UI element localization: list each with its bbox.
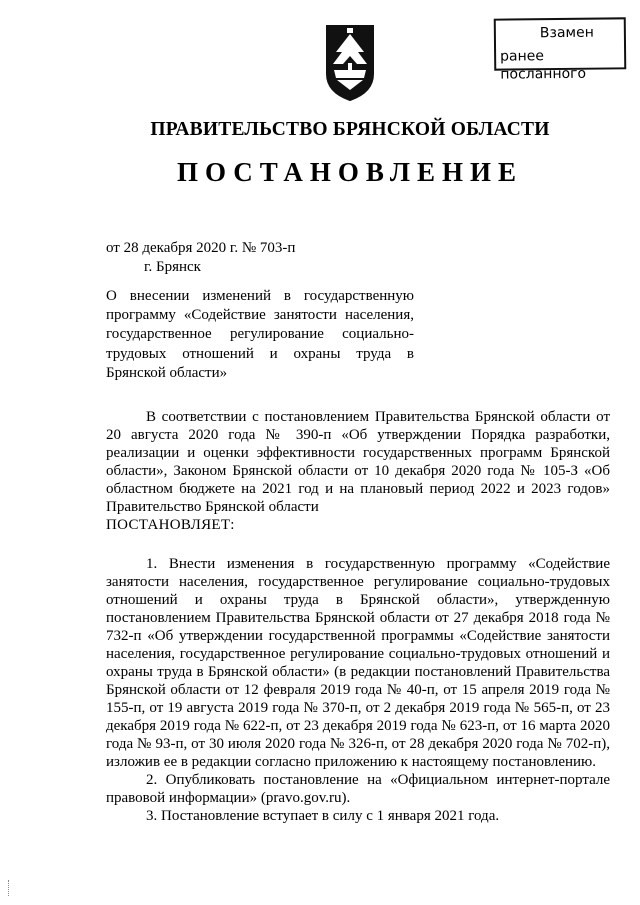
- government-title: ПРАВИТЕЛЬСТВО БРЯНСКОЙ ОБЛАСТИ: [150, 119, 550, 140]
- date-and-number: от 28 декабря 2020 г. № 703-п: [106, 240, 296, 256]
- item-3-paragraph: 3. Постановление вступает в силу с 1 января 2021 года.: [146, 808, 500, 824]
- document-type: ПОСТАНОВЛЕНИЕ: [176, 157, 524, 187]
- scan-edge-mark: [8, 880, 10, 896]
- bryansk-coat-of-arms-icon: [325, 22, 375, 102]
- item-2-paragraph: 2. Опубликовать постановление на «Официальном интернет-портале правовой информации» (pravo.gov.ru).: [106, 772, 610, 806]
- item-1-paragraph: 1. Внести изменения в государственную программу «Содействие занятости населения, государственное регулирование социально-трудовых отношений и охраны труда в Брянской области», утвержденную постановлением Правительства Брянской области от 27 декабря 2018 года № 732-п «Об утверждении государственной программы «Содействие занятости населения, государственное регулирование социально-трудовых отношений и охраны труда в Брянской области» (в редакции постановлений Правительства Брянской области от 12 февраля 2019 года № 40-п, от 15 апреля 2019 года № 155-п, от 19 августа 2019 года № 370-п, от 2 декабря 2019 года № 565-п, от 23 декабря 2019 года № 622-п, от 23 декабря 2019 года № 623-п, от 16 марта 2020 года № 93-п, от 30 июля 2020 года № 326-п, от 28 декабря 2020 года № 702-п), изложив ее в редакции согласно приложению к настоящему постановлению.: [106, 556, 610, 770]
- document-body: [106, 408, 610, 825]
- document-subject: О внесении изменений в государственную программу «Содействие занятости населения, государственное регулирование социально-трудовых отношений и охраны труда в Брянской области»: [106, 288, 414, 381]
- preamble-paragraph: В соответствии с постановлением Правительства Брянской области от 20 августа 2020 года № 390-п «Об утверждении Порядка разработки, реализации и оценки эффективности государственных программ Брянской области», Законом Брянской области от 10 декабря 2020 года № 105-З «Об областном бюджете на 2021 год и на плановый период 2022 и 2023 годов» Правительство Брянской области: [106, 409, 610, 515]
- replacement-stamp: [494, 17, 627, 83]
- city: г. Брянск: [144, 259, 201, 275]
- decree-word: ПОСТАНОВЛЯЕТ:: [106, 517, 235, 533]
- stamp-line-2: ранее посланного: [500, 48, 587, 83]
- stamp-line-1: Взамен: [539, 24, 594, 42]
